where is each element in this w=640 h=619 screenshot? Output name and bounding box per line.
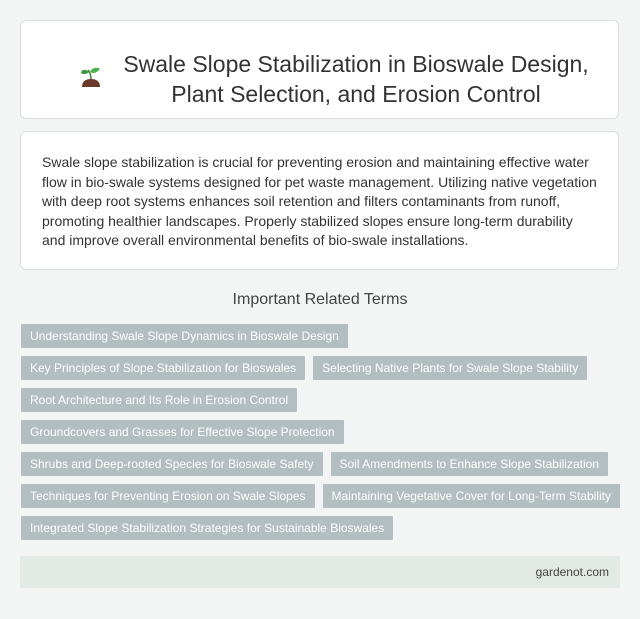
term-tag[interactable]: Key Principles of Slope Stabilization for Bioswales [21, 356, 305, 380]
term-tag[interactable]: Shrubs and Deep-rooted Species for Bioswale Safety [21, 452, 323, 476]
term-row [21, 324, 621, 348]
term-row [21, 484, 621, 508]
page-title: Swale Slope Stabilization in Bioswale Design, Plant Selection, and Erosion Control [123, 51, 589, 107]
term-tag[interactable]: Techniques for Preventing Erosion on Swale Slopes [21, 484, 315, 508]
title-card [20, 20, 619, 119]
term-row [21, 452, 621, 476]
term-tag[interactable]: Root Architecture and Its Role in Erosion Control [21, 388, 297, 412]
summary-paragraph: Swale slope stabilization is crucial for preventing erosion and maintaining effective water flow in bio-swale systems designed for pet waste management. Utilizing native vegetation with deep root systems enhances soil retention and filters contaminants from runoff, promoting healthier landscapes. Properly stabilized slopes ensure long-term durability and improve overall environmental benefits of bio-swale installations. [42, 154, 597, 249]
term-tag[interactable]: Groundcovers and Grasses for Effective Slope Protection [21, 420, 344, 444]
term-row [21, 388, 621, 412]
seedling-icon [79, 66, 103, 92]
term-row [21, 516, 621, 540]
term-tag[interactable]: Integrated Slope Stabilization Strategies for Sustainable Bioswales [21, 516, 393, 540]
term-row [21, 356, 621, 380]
footer [20, 556, 620, 588]
term-tag[interactable]: Soil Amendments to Enhance Slope Stabilization [331, 452, 609, 476]
term-tag[interactable]: Selecting Native Plants for Swale Slope Stability [313, 356, 587, 380]
related-terms-list [21, 324, 621, 548]
term-tag[interactable]: Understanding Swale Slope Dynamics in Bioswale Design [21, 324, 348, 348]
related-terms-heading: Important Related Terms [232, 291, 408, 308]
footer-site-link[interactable]: gardenot.com [535, 565, 609, 579]
summary-card [20, 131, 619, 270]
term-row [21, 420, 621, 444]
term-tag[interactable]: Maintaining Vegetative Cover for Long-Term Stability [323, 484, 620, 508]
